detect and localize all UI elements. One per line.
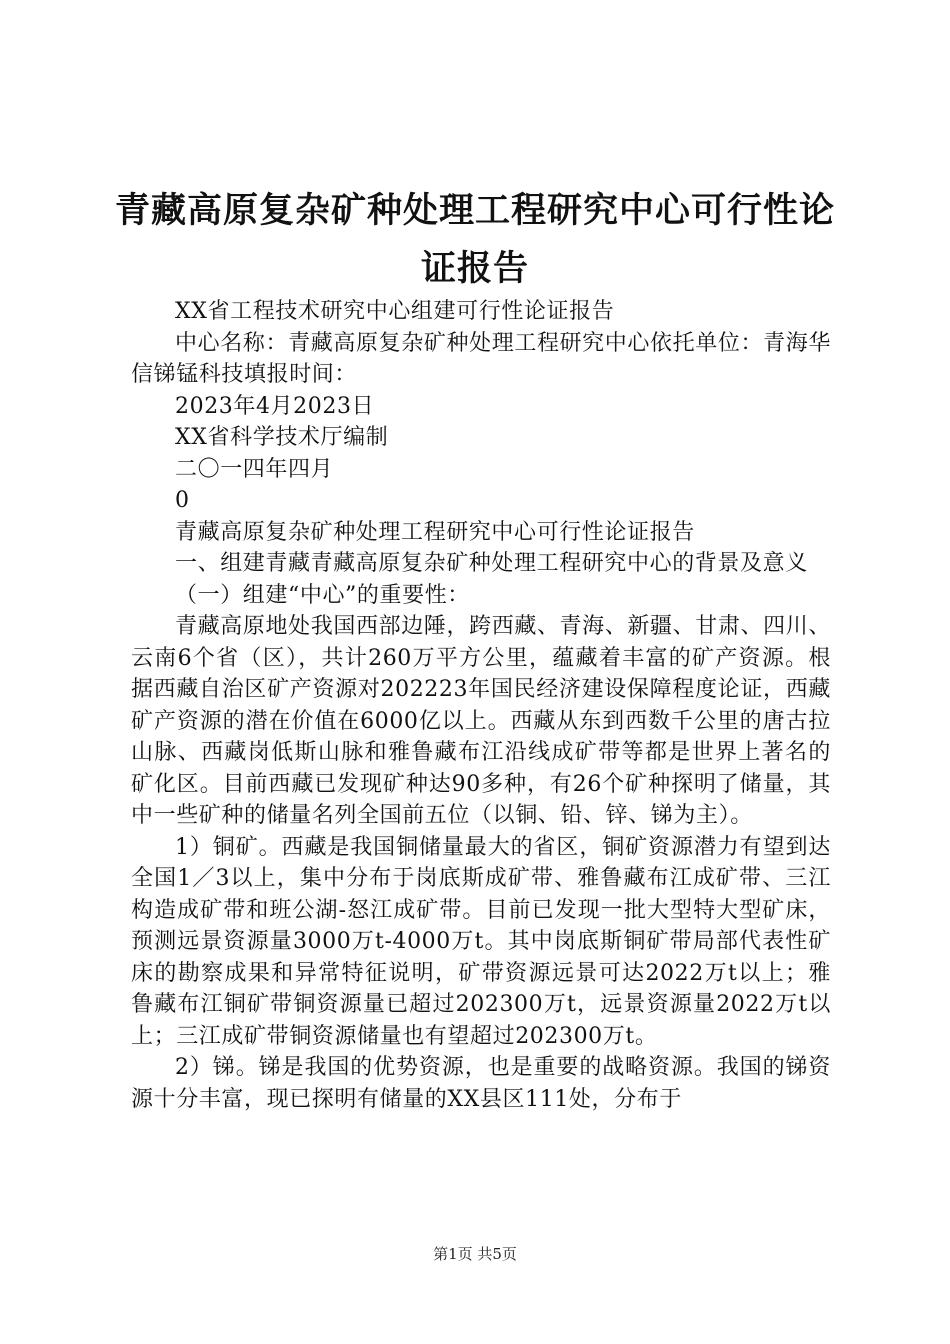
paragraph-plateau-resources: 青藏高原地处我国西部边陲，跨西藏、青海、新疆、甘肃、四川、云南6个省（区），共计260万平方公里，蕴藏着丰富的矿产资源。根据西藏自治区矿产资源对202223年国民经济建设保障程度论证，西藏矿产资源的潜在价值在6000亿以上。西藏从东到西数千公里的唐古拉山脉、西藏岗低斯山脉和雅鲁藏布江沿线成矿带等都是世界上著名的矿化区。目前西藏已发现矿种达90多种，有26个矿种探明了储量，其中一些矿种的储量名列全国前五位（以铜、铅、锌、锑为主）。 — [131, 614, 831, 828]
paragraph-copper: 1）铜矿。西藏是我国铜储量最大的省区，铜矿资源潜力有望到达全国1／3以上，集中分布于岗底斯成矿带、雅鲁藏布江成矿带、三江构造成矿带和班公湖-怒江成矿带。目前已发现一批大型特大型矿床，预测远景资源量3000万t-4000万t。其中岗底斯铜矿带局部代表性矿床的勘察成果和异常特征说明，矿带资源远景可达2022万t以上；雅鲁藏布江铜矿带铜资源量已超过202300万t，远景资源量2022万t以上；三江成矿带铜资源储量也有望超过202300万t。 — [131, 834, 831, 1049]
paragraph-antimony: 2）锑。锑是我国的优势资源，也是重要的战略资源。我国的锑资源十分丰富，现已探明有储量的XX县区111处，分布于 — [131, 1055, 831, 1112]
page-footer: 第1页 共5页 — [433, 1245, 517, 1263]
paragraph-compile-date: 二〇一四年四月 — [175, 456, 334, 482]
paragraph-fill-date: 2023年4月2023日 — [175, 393, 375, 419]
paragraph-compiler: XX省科学技术厅编制 — [175, 425, 389, 450]
subsection-heading-importance: （一）组建“中心”的重要性： — [175, 582, 470, 608]
paragraph-zero: 0 — [175, 488, 190, 513]
paragraph-report-name: XX省工程技术研究中心组建可行性论证报告 — [175, 299, 615, 324]
document-body — [131, 296, 831, 1115]
paragraph-center-info: 中心名称：青藏高原复杂矿种处理工程研究中心依托单位：青海华信锑锰科技填报时间： — [131, 330, 831, 387]
section-heading-background: 一、组建青藏青藏高原复杂矿种处理工程研究中心的背景及意义 — [175, 551, 808, 576]
paragraph-report-title: 青藏高原复杂矿种处理工程研究中心可行性论证报告 — [175, 519, 695, 545]
page-title: 青藏高原复杂矿种处理工程研究中心可行性论证报告 — [114, 191, 835, 289]
